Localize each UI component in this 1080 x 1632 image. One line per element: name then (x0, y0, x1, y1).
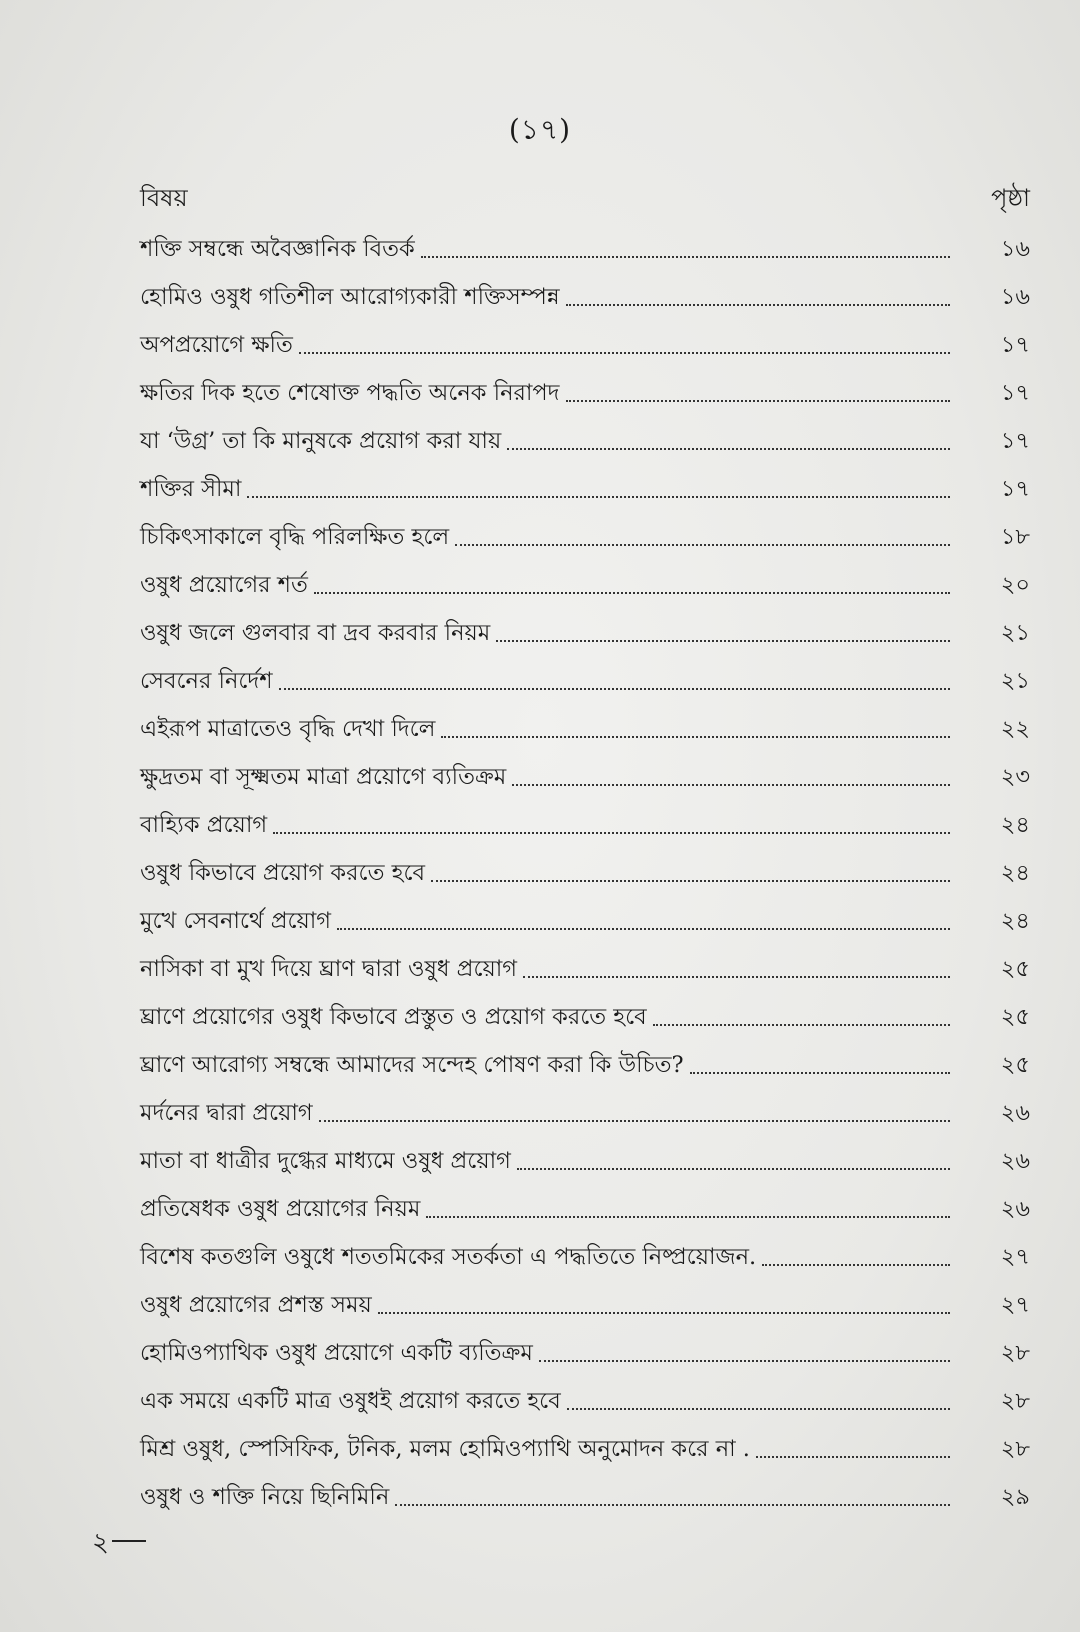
toc-dot-leader (496, 640, 950, 642)
toc-entry-page: ২৪ (1000, 908, 1030, 934)
toc-entry-title: মর্দনের দ্বারা প্রয়োগ (140, 1100, 313, 1126)
toc-entry-title: মুখে সেবনার্থে প্রয়োগ (140, 908, 332, 934)
toc-entry (140, 898, 1030, 946)
toc-entry-title: মাতা বা ধাত্রীর দুগ্ধের মাধ্যমে ওষুধ প্রয়োগ (140, 1148, 511, 1174)
toc-entry (140, 1042, 1030, 1090)
toc-entry (140, 1234, 1030, 1282)
toc-header (140, 180, 1030, 220)
toc-entry (140, 850, 1030, 898)
toc-dot-leader (319, 1120, 950, 1122)
toc-entry-title: ওষুধ প্রয়োগের শর্ত (140, 572, 308, 598)
toc-entry-page: ২৮ (1000, 1388, 1030, 1414)
toc-dot-leader (279, 688, 950, 690)
toc-entry-page: ২৫ (1000, 1052, 1030, 1078)
page-number-top: (১৭) (508, 113, 572, 146)
toc-entry-page: ২৬ (1000, 1100, 1030, 1126)
toc-entry-page: ২১ (1000, 668, 1030, 694)
toc-entry (140, 610, 1030, 658)
table-of-contents (140, 226, 1030, 1522)
toc-entry (140, 1282, 1030, 1330)
toc-entry (140, 802, 1030, 850)
toc-entry-page: ১৬ (1000, 236, 1030, 262)
toc-entry-page: ১৭ (1000, 476, 1030, 502)
toc-entry (140, 1426, 1030, 1474)
toc-entry (140, 1138, 1030, 1186)
toc-entry-page: ২৭ (1000, 1292, 1030, 1318)
toc-entry-page: ২৬ (1000, 1148, 1030, 1174)
toc-entry-page: ২৪ (1000, 860, 1030, 886)
toc-entry-title: মিশ্র ওষুধ, স্পেসিফিক, টনিক, মলম হোমিওপ্যাথি অনুমোদন করে না . (140, 1436, 750, 1462)
toc-entry-title: ওষুধ জলে গুলবার বা দ্রব করবার নিয়ম (140, 620, 491, 646)
toc-entry (140, 1474, 1030, 1522)
toc-dot-leader (299, 352, 950, 354)
toc-entry-page: ২৮ (1000, 1436, 1030, 1462)
toc-entry (140, 1330, 1030, 1378)
toc-dot-leader (690, 1072, 950, 1074)
toc-entry-title: শক্তি সম্বন্ধে অবৈজ্ঞানিক বিতর্ক (140, 236, 415, 262)
toc-entry (140, 994, 1030, 1042)
toc-entry (140, 706, 1030, 754)
toc-dot-leader (421, 256, 950, 258)
toc-entry-page: ২৬ (1000, 1196, 1030, 1222)
toc-entry-page: ২৫ (1000, 956, 1030, 982)
toc-entry-page: ১৭ (1000, 332, 1030, 358)
toc-dot-leader (512, 784, 950, 786)
toc-entry-page: ১৭ (1000, 380, 1030, 406)
toc-entry (140, 226, 1030, 274)
toc-entry (140, 562, 1030, 610)
toc-entry (140, 1090, 1030, 1138)
toc-dot-leader (762, 1264, 950, 1266)
toc-entry-title: বাহ্যিক প্রয়োগ (140, 812, 268, 838)
toc-entry-title: ক্ষতির দিক হতে শেষোক্ত পদ্ধতি অনেক নিরাপদ (140, 380, 560, 406)
toc-entry (140, 274, 1030, 322)
toc-entry-page: ২০ (1000, 572, 1030, 598)
toc-entry-title: চিকিৎসাকালে বৃদ্ধি পরিলক্ষিত হলে (140, 524, 450, 550)
toc-entry (140, 1186, 1030, 1234)
toc-entry (140, 370, 1030, 418)
toc-dot-leader (378, 1312, 950, 1314)
toc-dot-leader (566, 304, 950, 306)
toc-entry-title: সেবনের নির্দেশ (140, 668, 273, 694)
toc-dot-leader (426, 1216, 950, 1218)
toc-entry (140, 1378, 1030, 1426)
toc-dot-leader (567, 1408, 950, 1410)
toc-entry-page: ২৩ (1000, 764, 1030, 790)
toc-entry-page: ২৫ (1000, 1004, 1030, 1030)
toc-entry-title: ওষুধ প্রয়োগের প্রশস্ত সময় (140, 1292, 372, 1318)
toc-entry (140, 658, 1030, 706)
toc-entry (140, 514, 1030, 562)
toc-entry-title: প্রতিষেধক ওষুধ প্রয়োগের নিয়ম (140, 1196, 421, 1222)
toc-entry (140, 466, 1030, 514)
toc-dot-leader (431, 880, 950, 882)
toc-entry-page: ১৬ (1000, 284, 1030, 310)
toc-entry-title: এইরূপ মাত্রাতেও বৃদ্ধি দেখা দিলে (140, 716, 436, 742)
toc-entry (140, 946, 1030, 994)
toc-entry-page: ২৯ (1000, 1484, 1030, 1510)
page-column-header: পৃষ্ঠা (991, 184, 1030, 212)
toc-entry (140, 418, 1030, 466)
toc-entry-title: শক্তির সীমা (140, 476, 242, 502)
signature-dash (112, 1540, 146, 1542)
toc-entry-page: ২৮ (1000, 1340, 1030, 1366)
toc-entry-title: হোমিওপ্যাথিক ওষুধ প্রয়োগে একটি ব্যতিক্রম (140, 1340, 533, 1366)
toc-dot-leader (756, 1456, 950, 1458)
toc-dot-leader (455, 544, 950, 546)
toc-entry-title: ঘ্রাণে প্রয়োগের ওষুধ কিভাবে প্রস্তুত ও প্রয়োগ করতে হবে (140, 1004, 647, 1030)
signature-mark: ২ (92, 1528, 109, 1558)
toc-entry-title: অপপ্রয়োগে ক্ষতি (140, 332, 293, 358)
toc-entry-page: ১৭ (1000, 428, 1030, 454)
toc-entry-title: ওষুধ ও শক্তি নিয়ে ছিনিমিনি (140, 1484, 390, 1510)
toc-entry-title: বিশেষ কতগুলি ওষুধে শততমিকের সতর্কতা এ পদ্ধতিতে নিষ্প্রয়োজন. (140, 1244, 757, 1270)
subject-column-header: বিষয় (140, 184, 188, 212)
toc-dot-leader (314, 592, 950, 594)
toc-entry (140, 322, 1030, 370)
toc-entry-page: ২২ (1000, 716, 1030, 742)
toc-dot-leader (273, 832, 950, 834)
toc-dot-leader (523, 976, 950, 978)
toc-entry-page: ২১ (1000, 620, 1030, 646)
toc-entry-page: ২৭ (1000, 1244, 1030, 1270)
toc-entry-title: যা ‘উগ্র’ তা কি মানুষকে প্রয়োগ করা যায় (140, 428, 502, 454)
toc-dot-leader (539, 1360, 950, 1362)
toc-entry-title: ক্ষুদ্রতম বা সূক্ষ্মতম মাত্রা প্রয়োগে ব্যতিক্রম (140, 764, 507, 790)
toc-entry (140, 754, 1030, 802)
toc-dot-leader (566, 400, 950, 402)
toc-dot-leader (517, 1168, 950, 1170)
toc-entry-title: নাসিকা বা মুখ দিয়ে ঘ্রাণ দ্বারা ওষুধ প্রয়োগ (140, 956, 518, 982)
toc-entry-title: ওষুধ কিভাবে প্রয়োগ করতে হবে (140, 860, 426, 886)
toc-dot-leader (507, 448, 950, 450)
toc-dot-leader (337, 928, 950, 930)
toc-dot-leader (247, 496, 950, 498)
toc-entry-title: এক সময়ে একটি মাত্র ওষুধই প্রয়োগ করতে হবে (140, 1388, 561, 1414)
toc-entry-page: ২৪ (1000, 812, 1030, 838)
toc-dot-leader (653, 1024, 950, 1026)
toc-entry-title: হোমিও ওষুধ গতিশীল আরোগ্যকারী শক্তিসম্পন্ন (140, 284, 560, 310)
toc-entry-title: ঘ্রাণে আরোগ্য সম্বন্ধে আমাদের সন্দেহ পোষণ করা কি উচিত? (140, 1052, 684, 1078)
toc-dot-leader (441, 736, 950, 738)
toc-dot-leader (395, 1504, 950, 1506)
toc-entry-page: ১৮ (1000, 524, 1030, 550)
